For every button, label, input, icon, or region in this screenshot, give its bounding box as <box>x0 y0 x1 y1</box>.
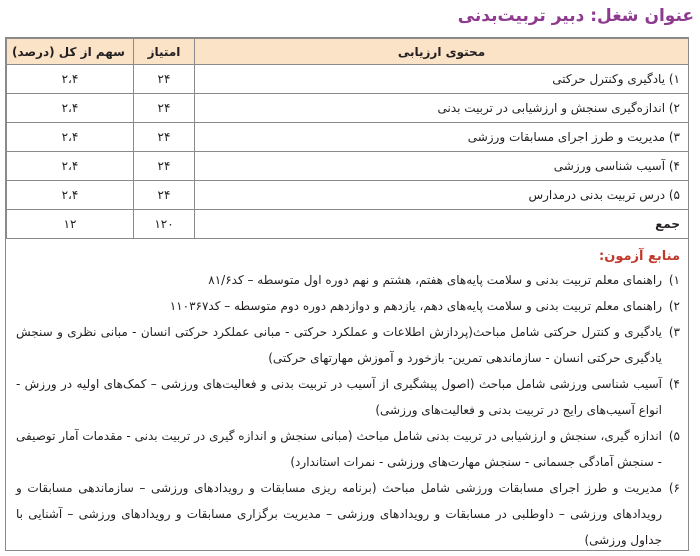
source-number: ۵) <box>668 429 680 443</box>
table-row <box>7 65 689 94</box>
source-number: ۴) <box>668 377 680 391</box>
source-text: راهنمای معلم تربیت بدنی و سلامت پایه‌های دهم، یازدهم و دوازدهم دوره دوم متوسطه – کد۱۱۰۳۶۷ <box>169 299 662 313</box>
source-number: ۳) <box>668 325 680 339</box>
source-number: ۶) <box>668 481 680 495</box>
row-content: ۴) آسیب شناسی ورزشی <box>195 152 689 181</box>
total-row <box>7 210 689 239</box>
source-number: ۱) <box>668 273 680 287</box>
table-row <box>7 181 689 210</box>
exam-sources <box>6 241 688 553</box>
header-content: محتوی ارزیابی <box>195 39 689 65</box>
row-content: ۳) مدیریت و طرز اجرای مسابقات ورزشی <box>195 123 689 152</box>
total-share: ۱۲ <box>7 210 134 239</box>
source-item <box>16 293 680 319</box>
row-share: ۲،۴ <box>7 181 134 210</box>
row-score: ۲۴ <box>134 181 195 210</box>
row-score: ۲۴ <box>134 65 195 94</box>
row-share: ۲،۴ <box>7 65 134 94</box>
source-item <box>16 475 680 553</box>
table-row <box>7 94 689 123</box>
row-share: ۲،۴ <box>7 152 134 181</box>
source-text: اندازه گیری، سنجش و ارزشیابی در تربیت بدنی شامل مباحث (مبانی سنجش و اندازه گیری در تربیت بدنی - مقدمات آمار توصیفی - سنجش آمادگی جسمانی - سنجش مهارت‌های ورزشی - نمرات استاندارد) <box>16 429 662 469</box>
row-content: ۲) اندازه‌گیری سنجش و ارزشیابی در تربیت بدنی <box>195 94 689 123</box>
row-score: ۲۴ <box>134 123 195 152</box>
total-score: ۱۲۰ <box>134 210 195 239</box>
source-item <box>16 319 680 371</box>
table-row <box>7 123 689 152</box>
source-text: راهنمای معلم تربیت بدنی و سلامت پایه‌های هفتم، هشتم و نهم دوره اول متوسطه – کد۸۱/۶ <box>208 273 662 287</box>
row-share: ۲،۴ <box>7 123 134 152</box>
source-number: ۲) <box>668 299 680 313</box>
row-content: ۱) یادگیری وکنترل حرکتی <box>195 65 689 94</box>
evaluation-table <box>6 38 689 239</box>
header-score: امتیاز <box>134 39 195 65</box>
source-text: یادگیری و کنترل حرکتی شامل مباحث(پردازش اطلاعات و عملکرد حرکتی - مبانی عملکرد حرکتی انسان - مبانی نظری و سنجش یادگیری حرکتی انسان - سازماندهی تمرین- بازخورد و آموزش مهارتهای حرکتی) <box>16 325 662 365</box>
source-item <box>16 423 680 475</box>
table-header-row <box>7 39 689 65</box>
row-content: ۵) درس تربیت بدنی درمدارس <box>195 181 689 210</box>
exam-sheet <box>5 37 689 551</box>
source-item <box>16 371 680 423</box>
header-share: سهم از کل (درصد) <box>7 39 134 65</box>
source-text: آسیب شناسی ورزشی شامل مباحث (اصول پیشگیری از آسیب در تربیت بدنی و فعالیت‌های ورزشی – کمک‌های اولیه در ورزش - انواع آسیب‌های رایج در تربیت بدنی و فعالیت‌های ورزشی) <box>16 377 662 417</box>
row-share: ۲،۴ <box>7 94 134 123</box>
table-row <box>7 152 689 181</box>
sources-title: منابع آزمون: <box>599 249 680 264</box>
page-title: عنوان شغل: دبیر تربیت‌بدنی <box>457 6 694 26</box>
row-score: ۲۴ <box>134 152 195 181</box>
row-score: ۲۴ <box>134 94 195 123</box>
source-text: مدیریت و طرز اجرای مسابقات ورزشی شامل مباحث (برنامه ریزی مسابقات و رویدادهای ورزشی – سازماندهی مسابقات و رویدادهای ورزشی – داوطلبی در مسابقات و رویدادهای ورزشی – مدیریت برگزاری مسابقات و رویدادهای ورزشی – آشنایی با جداول ورزشی) <box>16 481 662 547</box>
source-item <box>16 267 680 293</box>
total-label: جمع <box>195 210 689 239</box>
